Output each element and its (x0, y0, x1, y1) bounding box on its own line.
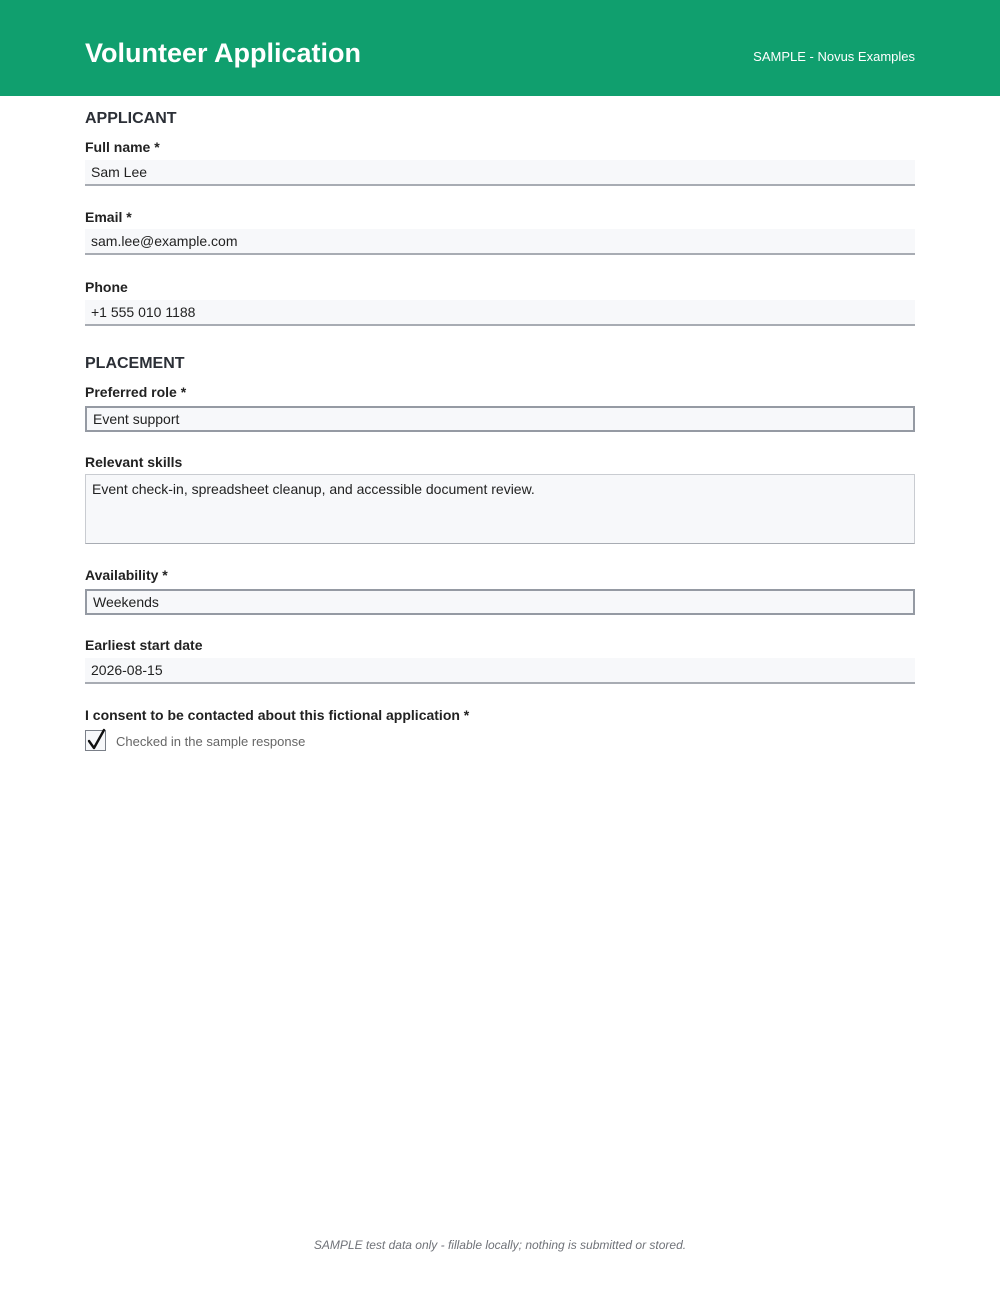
section-heading-placement: PLACEMENT (85, 355, 185, 372)
full-name-field[interactable]: Sam Lee (85, 160, 915, 186)
preferred-role-label: Preferred role * (85, 384, 187, 400)
section-heading-applicant: APPLICANT (85, 110, 177, 127)
phone-field[interactable]: +1 555 010 1188 (85, 300, 915, 326)
email-label: Email * (85, 209, 132, 225)
start-date-field[interactable]: 2026-08-15 (85, 658, 915, 684)
consent-checkbox[interactable] (85, 730, 106, 751)
start-date-label: Earliest start date (85, 637, 203, 653)
relevant-skills-textarea[interactable]: Event check-in, spreadsheet cleanup, and accessible document review. (85, 474, 915, 544)
header-subtitle: SAMPLE - Novus Examples (753, 49, 915, 64)
phone-label: Phone (85, 279, 128, 295)
consent-caption: Checked in the sample response (116, 734, 306, 749)
consent-label: I consent to be contacted about this fictional application * (85, 707, 470, 723)
relevant-skills-label: Relevant skills (85, 454, 183, 470)
full-name-label: Full name * (85, 139, 160, 155)
email-field[interactable]: sam.lee@example.com (85, 229, 915, 255)
footer-note: SAMPLE test data only - fillable locally; nothing is submitted or stored. (313, 1238, 687, 1252)
checkmark-icon (86, 728, 107, 752)
availability-label: Availability * (85, 567, 168, 583)
page-header (0, 0, 1000, 96)
page-title: Volunteer Application (85, 38, 362, 68)
availability-select[interactable]: Weekends (85, 589, 915, 615)
preferred-role-select[interactable]: Event support (85, 406, 915, 432)
